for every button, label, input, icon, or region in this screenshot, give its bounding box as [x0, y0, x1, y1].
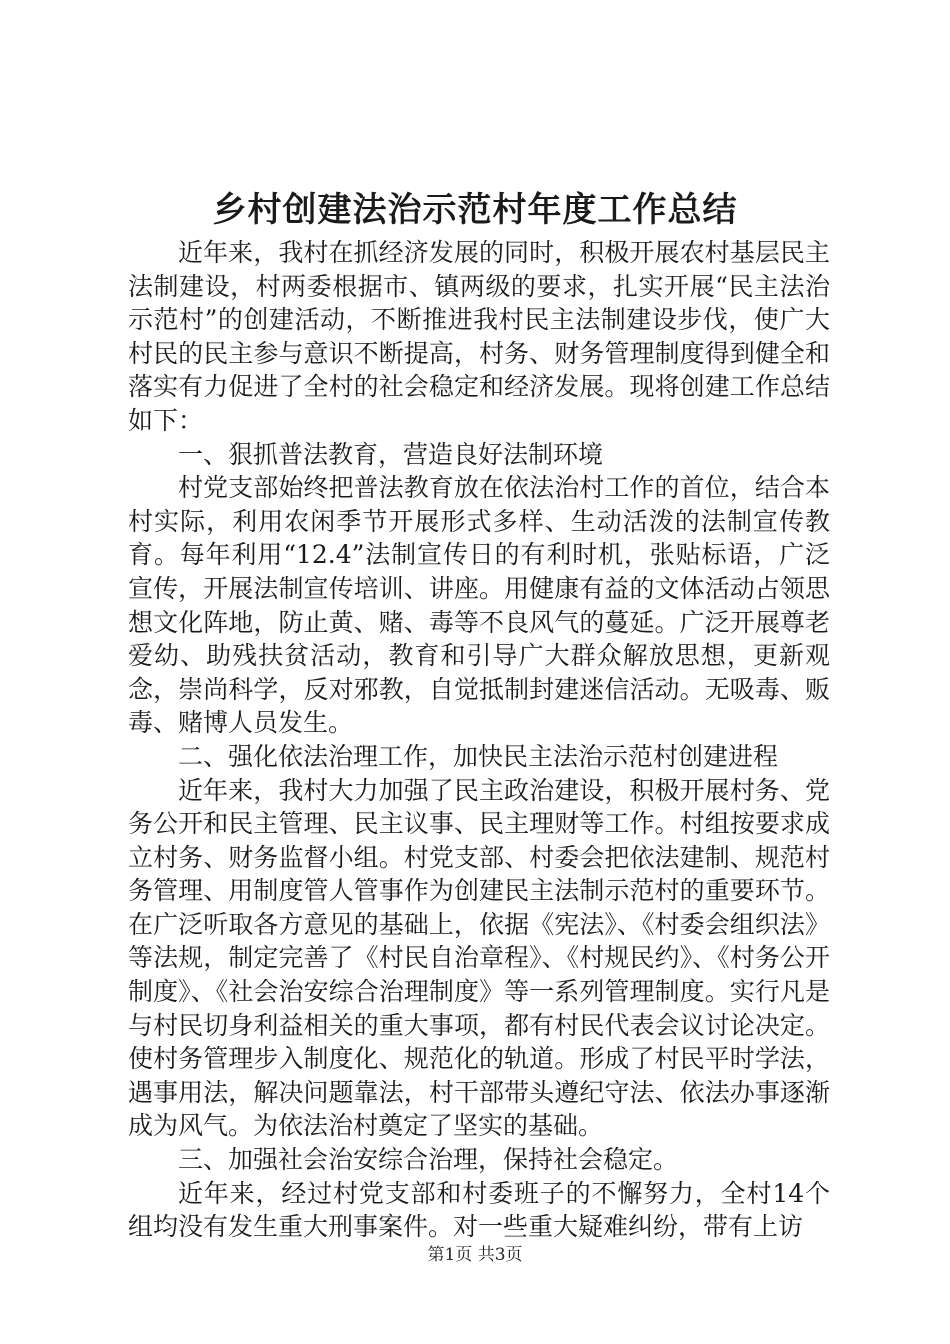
section-heading-2: 二、强化依法治理工作，加快民主法治示范村创建进程: [178, 741, 779, 771]
section-paragraph-3: 近年来，经过村党支部和村委班子的不懈努力，全村14个组均没有发生重大刑事案件。对一些重大疑难纠纷，带有上访: [128, 1178, 830, 1242]
section-heading-3: 三、加强社会治安综合治理，保持社会稳定。: [178, 1145, 679, 1175]
section-paragraph-2: 近年来，我村大力加强了民主政治建设，积极开展村务、党务公开和民主管理、民主议事、民主理财等工作。村组按要求成立村务、财务监督小组。村党支部、村委会把依法建制、规范村务管理、用制度管人管事作为创建民主法制示范村的重要环节。在广泛听取各方意见的基础上，依据《宪法》、《村委会组织法》等法规，制定完善了《村民自治章程》、《村规民约》、《村务公开制度》、《社会治安综合治理制度》等一系列管理制度。实行凡是与村民切身利益相关的重大事项，都有村民代表会议讨论决定。使村务管理步入制度化、规范化的轨道。形成了村民平时学法，遇事用法，解决问题靠法，村干部带头遵纪守法、依法办事逐渐成为风气。为依法治村奠定了坚实的基础。: [128, 775, 830, 1141]
section-paragraph-1: 村党支部始终把普法教育放在依法治村工作的首位，结合本村实际，利用农闲季节开展形式多样、生动活泼的法制宣传教育。每年利用“12.4”法制宣传日的有利时机，张贴标语，广泛宣传，开展法制宣传培训、讲座。用健康有益的文体活动占领思想文化阵地，防止黄、赌、毒等不良风气的蔓延。广泛开展尊老爱幼、助残扶贫活动，教育和引导广大群众解放思想，更新观念，崇尚科学，反对邪教，自觉抵制封建迷信活动。无吸毒、贩毒、赌博人员发生。: [128, 473, 830, 738]
page-footer: 第1页 共3页: [427, 1245, 523, 1265]
intro-paragraph: 近年来，我村在抓经济发展的同时，积极开展农村基层民主法制建设，村两委根据市、镇两级的要求，扎实开展“民主法治示范村”的创建活动，不断推进我村民主法制建设步伐，使广大村民的民主参与意识不断提高，村务、财务管理制度得到健全和落实有力促进了全村的社会稳定和经济发展。现将创建工作总结如下：: [128, 238, 830, 435]
document-title: 乡村创建法治示范村年度工作总结: [212, 190, 738, 230]
document-body: [128, 236, 830, 1244]
section-heading-1: 一、狠抓普法教育，营造良好法制环境: [178, 439, 604, 469]
